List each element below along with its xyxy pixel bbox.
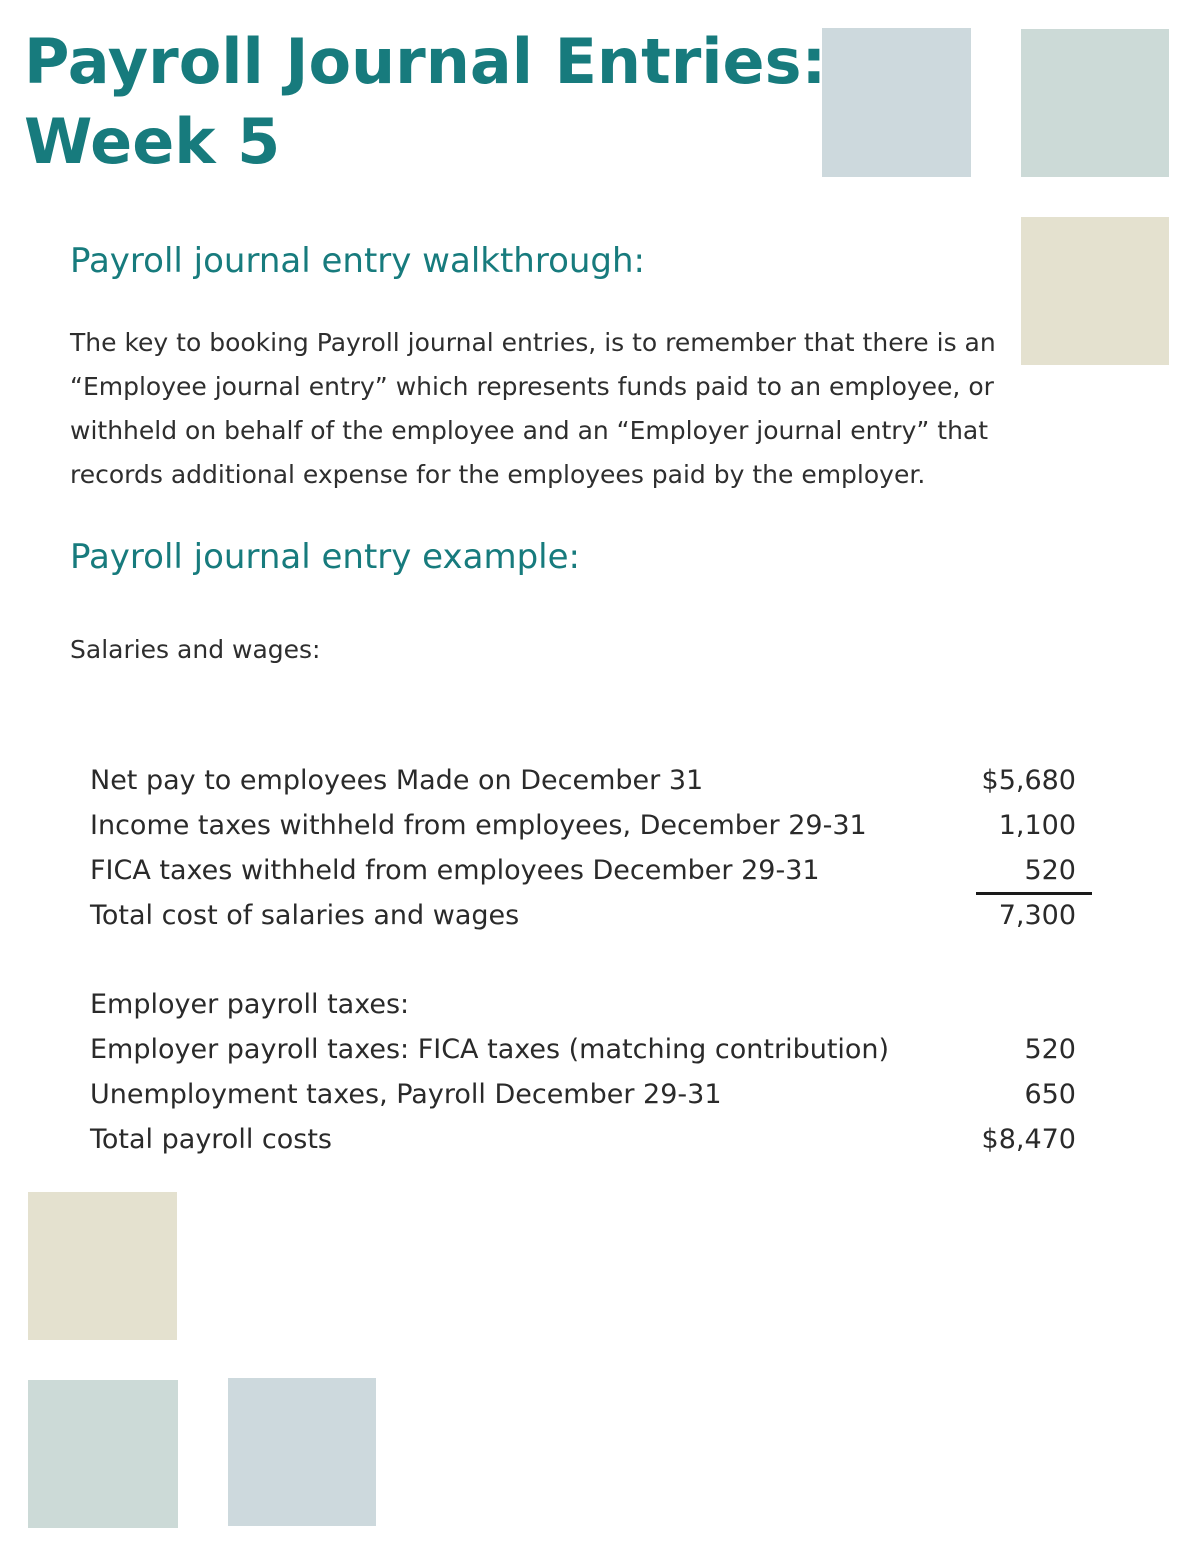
table-row-total: [90, 893, 1080, 938]
decorative-square-top-2: [1021, 29, 1169, 177]
row-label: Total payroll costs: [90, 1124, 332, 1155]
page-title-line-2: Week 5: [24, 105, 281, 178]
walkthrough-heading: Payroll journal entry walkthrough:: [70, 241, 646, 281]
walkthrough-paragraph: The key to booking Payroll journal entries, is to remember that there is an “Employee journal entry” which represents funds paid to an employee, or withheld on behalf of the employee and an “Employer journal entry” that records additional expense for the employees paid by the employer.: [70, 328, 996, 489]
example-heading: Payroll journal entry example:: [70, 537, 580, 577]
table-row: [90, 758, 1080, 803]
page-title-line-1: Payroll Journal Entries:: [24, 25, 827, 98]
row-label: Unemployment taxes, Payroll December 29-31: [90, 1079, 722, 1110]
row-amount: 650: [1024, 1079, 1076, 1110]
page-title: [24, 22, 826, 182]
row-label: Income taxes withheld from employees, December 29-31: [90, 810, 867, 841]
row-amount: $5,680: [981, 765, 1076, 796]
employer-subheading: Employer payroll taxes:: [90, 989, 410, 1020]
decorative-square-bottom-3: [228, 1378, 376, 1526]
row-label: Total cost of salaries and wages: [90, 900, 520, 931]
row-label: FICA taxes withheld from employees December 29-31: [90, 855, 820, 886]
decorative-square-bottom-2: [28, 1380, 178, 1528]
table-row: [90, 848, 1080, 893]
row-amount: 7,300: [998, 900, 1076, 931]
row-amount: 520: [1024, 1034, 1076, 1065]
row-amount: 520: [1024, 855, 1076, 886]
employer-table: [90, 982, 1080, 1162]
row-label: Net pay to employees Made on December 31: [90, 765, 704, 796]
row-amount: $8,470: [981, 1124, 1076, 1155]
table-row: [90, 1027, 1080, 1072]
decorative-square-top-1: [822, 28, 971, 177]
salaries-table: [90, 758, 1080, 938]
decorative-square-bottom-1: [28, 1192, 177, 1340]
row-label: Employer payroll taxes: FICA taxes (matching contribution): [90, 1034, 890, 1065]
table-row: [90, 1072, 1080, 1117]
row-amount: 1,100: [998, 810, 1076, 841]
salaries-subheading: Salaries and wages:: [70, 635, 321, 664]
table-row-total: [90, 1117, 1080, 1162]
employer-subheading-row: [90, 982, 1080, 1027]
table-row: [90, 803, 1080, 848]
